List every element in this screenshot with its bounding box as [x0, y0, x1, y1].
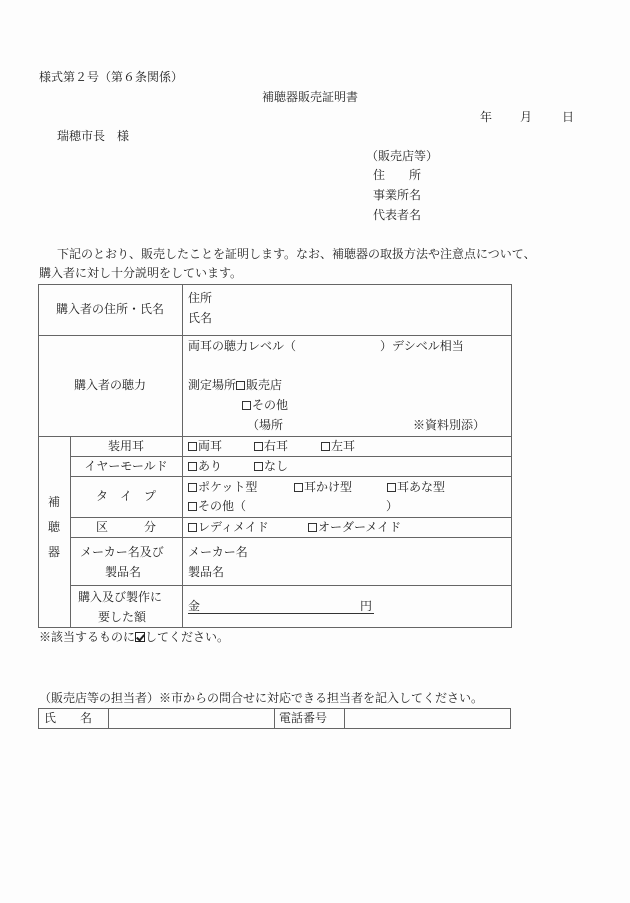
- checkbox-icon[interactable]: [188, 483, 197, 492]
- option-other: その他: [252, 398, 289, 412]
- seller-rep-label: 代表者名: [373, 208, 422, 222]
- checkbox-icon[interactable]: [294, 483, 303, 492]
- measure-place-other[interactable]: [242, 398, 288, 412]
- buyer-label: 購入者の住所・氏名: [55, 302, 164, 316]
- page-title: 補聴器販売証明書: [262, 90, 359, 104]
- earmold-yes[interactable]: [188, 459, 222, 473]
- place-note: ※資料別添）: [413, 418, 486, 432]
- device-group-label-1: 補: [48, 495, 61, 509]
- checkbox-icon[interactable]: [188, 462, 197, 471]
- row-divider: [70, 585, 512, 586]
- product-name-field[interactable]: 製品名: [188, 565, 225, 579]
- contact-phone-label: 電話番号: [279, 711, 328, 725]
- contact-phone-field[interactable]: [345, 709, 510, 728]
- date-month-label: 月: [520, 110, 533, 124]
- hearing-label: 購入者の聴力: [73, 378, 146, 392]
- earmold-label: イヤーモールド: [84, 459, 168, 473]
- checkbox-icon[interactable]: [188, 442, 197, 451]
- checkbox-icon[interactable]: [254, 442, 263, 451]
- checkbox-icon[interactable]: [236, 381, 245, 390]
- option-label: ポケット型: [198, 480, 258, 494]
- type-other-close: ）: [386, 499, 399, 513]
- option-label: 両耳: [198, 439, 223, 453]
- date-year-label: 年: [480, 110, 493, 124]
- note-text: ※該当するものに: [39, 630, 136, 644]
- wearing-ear-label: 装用耳: [107, 439, 144, 453]
- type-behind-ear[interactable]: [294, 480, 352, 494]
- buyer-address-label: 住所: [188, 291, 213, 305]
- contact-name-field[interactable]: [109, 709, 274, 728]
- checkbox-icon[interactable]: [254, 462, 263, 471]
- checked-box-icon: [135, 632, 145, 642]
- contact-name-label: 氏 名: [44, 711, 93, 725]
- note-suffix: してください。: [145, 630, 230, 644]
- maker-label-line1: メーカー名及び: [80, 545, 164, 559]
- checkbox-icon[interactable]: [188, 502, 197, 511]
- option-label: なし: [264, 459, 289, 473]
- type-in-ear[interactable]: [387, 480, 445, 494]
- option-label: 右耳: [264, 439, 289, 453]
- wearing-ear-left[interactable]: [321, 439, 355, 453]
- col-divider: [274, 708, 275, 729]
- measure-place-store[interactable]: [188, 378, 282, 392]
- col-divider: [182, 284, 183, 628]
- seller-address-label: 住 所: [373, 168, 422, 182]
- option-label: その他（: [198, 499, 247, 513]
- maker-label-line2: 製品名: [105, 565, 142, 579]
- row-divider: [70, 537, 512, 538]
- hearing-level-prefix: 両耳の聴力レベル（: [188, 339, 297, 353]
- option-label: オーダーメイド: [318, 520, 402, 534]
- maker-name-field[interactable]: メーカー名: [188, 545, 248, 559]
- checkbox-icon[interactable]: [321, 442, 330, 451]
- category-label: 区 分: [95, 520, 156, 534]
- hearing-level-field[interactable]: [188, 339, 464, 353]
- checkbox-icon[interactable]: [387, 483, 396, 492]
- device-group-label-2: 聴: [48, 520, 61, 534]
- checkbox-icon[interactable]: [188, 523, 197, 532]
- place-open-label: （場所: [247, 418, 284, 432]
- amount-suffix: 円: [359, 599, 372, 613]
- measure-place-label: 測定場所: [188, 378, 237, 392]
- option-label: あり: [198, 459, 223, 473]
- statement-line1: 下記のとおり、販売したことを証明します。なお、補聴器の取扱方法や注意点について、: [57, 247, 536, 261]
- type-label: タ イ プ: [95, 489, 156, 503]
- option-label: 耳かけ型: [304, 480, 353, 494]
- seller-office-label: 事業所名: [373, 188, 422, 202]
- addressee: 瑞穂市長 様: [57, 129, 130, 143]
- earmold-no[interactable]: [254, 459, 288, 473]
- seller-heading: （販売店等）: [366, 149, 439, 163]
- statement-line2: 購入者に対し十分説明をしています。: [39, 266, 243, 280]
- category-custom-made[interactable]: [308, 520, 401, 534]
- checkbox-icon[interactable]: [242, 401, 251, 410]
- form-number: 様式第２号（第６条関係）: [39, 70, 184, 84]
- amount-label-line2: 要した額: [98, 610, 147, 624]
- option-label: レディメイド: [198, 520, 269, 534]
- category-ready-made[interactable]: [188, 520, 269, 534]
- checkbox-icon[interactable]: [308, 523, 317, 532]
- contact-heading: （販売店等の担当者）※市からの問合せに対応できる担当者を記入してください。: [39, 691, 484, 705]
- wearing-ear-right[interactable]: [254, 439, 288, 453]
- date-day-label: 日: [562, 110, 575, 124]
- buyer-name-label: 氏名: [188, 311, 213, 325]
- amount-field[interactable]: [188, 599, 374, 614]
- option-label: 耳あな型: [397, 480, 446, 494]
- type-pocket[interactable]: [188, 480, 257, 494]
- amount-label-line1: 購入及び製作に: [78, 590, 163, 604]
- amount-prefix: 金: [188, 599, 201, 613]
- type-other[interactable]: [188, 499, 246, 513]
- wearing-ear-both[interactable]: [188, 439, 222, 453]
- device-group-label-3: 器: [48, 545, 61, 559]
- check-note: [39, 630, 229, 644]
- hearing-level-suffix: ）デシベル相当: [380, 339, 464, 353]
- option-label: 左耳: [331, 439, 356, 453]
- option-store: 販売店: [246, 378, 283, 392]
